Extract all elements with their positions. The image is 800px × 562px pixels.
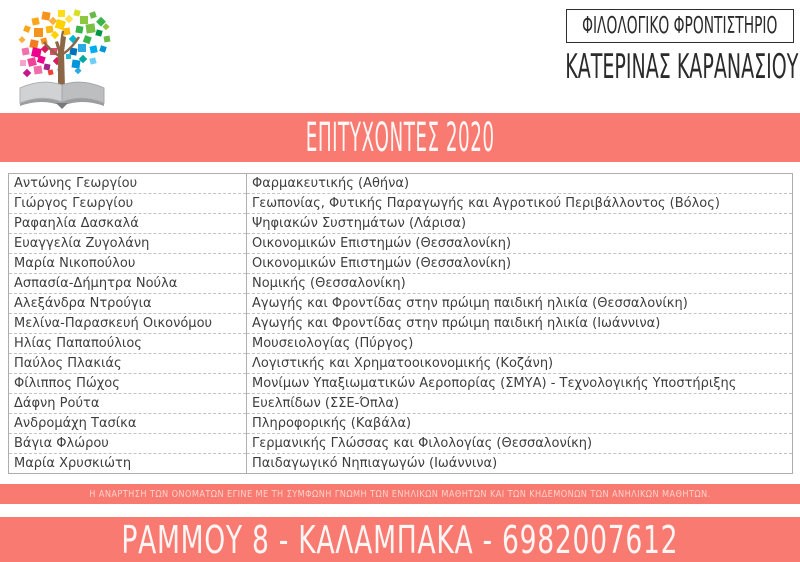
school-cell: Μονίμων Υπαξιωματικών Αεροπορίας (ΣΜΥΑ) - Τεχνολογικής Υποστήριξης bbox=[247, 374, 793, 394]
table-row bbox=[9, 434, 793, 454]
results-banner bbox=[0, 113, 800, 162]
student-name-cell: Αντώνης Γεωργίου bbox=[9, 174, 247, 194]
school-cell: Λογιστικής και Χρηματοοικονομικής (Κοζάνη) bbox=[247, 354, 793, 374]
tree-book-logo bbox=[6, 2, 122, 112]
table-row bbox=[9, 334, 793, 354]
student-name-cell: Γιώργος Γεωργίου bbox=[9, 194, 247, 214]
contact-footer bbox=[0, 517, 800, 562]
school-cell: Πληροφορικής (Καβάλα) bbox=[247, 414, 793, 434]
school-name bbox=[538, 44, 798, 90]
table-row bbox=[9, 254, 793, 274]
school-name-label: ΚΑΤΕΡΙΝΑΣ ΚΑΡΑΝΑΣΙΟΥ bbox=[564, 47, 798, 87]
disclaimer-bar bbox=[0, 484, 800, 504]
table-row bbox=[9, 194, 793, 214]
school-cell: Φαρμακευτικής (Αθήνα) bbox=[252, 176, 410, 191]
student-name-cell: Βάγια Φλώρου bbox=[9, 434, 247, 454]
student-name-cell: Ευαγγελία Ζυγολάνη bbox=[9, 234, 247, 254]
logo-open-book bbox=[20, 82, 104, 109]
school-type-box bbox=[566, 9, 794, 43]
school-cell: Νομικής (Θεσσαλονίκη) bbox=[247, 274, 793, 294]
school-cell: Αγωγής και Φροντίδας στην πρώιμη παιδική ηλικία (Θεσσαλονίκη) bbox=[247, 294, 793, 314]
table-row bbox=[9, 214, 793, 234]
student-name-cell: Μαρία Νικοπούλου bbox=[9, 254, 247, 274]
student-name-cell: Ραφαηλία Δασκαλά bbox=[9, 214, 247, 234]
student-name-cell: Παύλος Πλακιάς bbox=[9, 354, 247, 374]
table-row bbox=[9, 414, 793, 434]
student-name-cell: Ηλίας Παπαπούλιος bbox=[9, 334, 247, 354]
school-cell: Μουσειολογίας (Πύργος) bbox=[247, 334, 793, 354]
student-name-cell: Αλεξάνδρα Ντρούγια bbox=[9, 294, 247, 314]
table-row bbox=[9, 234, 793, 254]
table-row bbox=[9, 374, 793, 394]
disclaimer-text: Η ΑΝΑΡΤΗΣΗ ΤΩΝ ΟΝΟΜΑΤΩΝ ΕΓΙΝΕ ΜΕ ΤΗ ΣΥΜΦΩΝΗ ΓΝΩΜΗ ΤΩΝ ΕΝΗΛΙΚΩΝ ΜΑΘΗΤΩΝ ΚΑΙ ΤΩΝ ΚΗΔΕΜΟΝΩΝ ΤΩΝ ΑΝΗΛΙΚΩΝ ΜΑΘΗΤΩΝ. bbox=[89, 488, 711, 500]
student-name-cell: Ασπασία-Δήμητρα Νούλα bbox=[9, 274, 247, 294]
school-cell: Παιδαγωγικό Νηπιαγωγών (Ιωάννινα) bbox=[247, 454, 793, 474]
student-name-cell: Μελίνα-Παρασκευή Οικονόμου bbox=[9, 314, 247, 334]
student-name-cell: Δάφνη Ρούτα bbox=[9, 394, 247, 414]
school-cell: Οικονομικών Επιστημών (Θεσσαλονίκη) bbox=[247, 254, 793, 274]
student-name-cell: Ανδρομάχη Τασίκα bbox=[9, 414, 247, 434]
results-banner-title: ΕΠΙΤΥΧΟΝΤΕΣ 2020 bbox=[305, 114, 495, 161]
school-cell: Αγωγής και Φροντίδας στην πρώιμη παιδική ηλικία (Ιωάννινα) bbox=[247, 314, 793, 334]
table-row bbox=[9, 174, 793, 194]
table-row bbox=[9, 314, 793, 334]
student-name-cell: Φίλιππος Πώχος bbox=[9, 374, 247, 394]
table-row bbox=[9, 354, 793, 374]
contact-text: ΡΑΜΜΟΥ 8 - ΚΑΛΑΜΠΑΚΑ - 6982007612 bbox=[121, 517, 679, 562]
table-row bbox=[9, 394, 793, 414]
school-cell: Γεωπονίας, Φυτικής Παραγωγής και Αγροτικού Περιβάλλοντος (Βόλος) bbox=[247, 194, 793, 214]
school-cell: Οικονομικών Επιστημών (Θεσσαλονίκη) bbox=[247, 234, 793, 254]
results-table bbox=[8, 173, 793, 474]
table-row bbox=[9, 294, 793, 314]
tree-book-logo-svg bbox=[6, 2, 122, 112]
table-row bbox=[9, 274, 793, 294]
table-row bbox=[9, 454, 793, 474]
student-name-cell: Μαρία Χρυσκιώτη bbox=[9, 454, 247, 474]
school-cell: Ψηφιακών Συστημάτων (Λάρισα) bbox=[247, 214, 793, 234]
school-type-label: ΦΙΛΟΛΟΓΙΚΟ ΦΡΟΝΤΙΣΤΗΡΙΟ bbox=[582, 13, 778, 39]
school-cell: Ευελπίδων (ΣΣΕ-Όπλα) bbox=[247, 394, 793, 414]
school-cell: Γερμανικής Γλώσσας και Φιλολογίας (Θεσσαλονίκη) bbox=[247, 434, 793, 454]
